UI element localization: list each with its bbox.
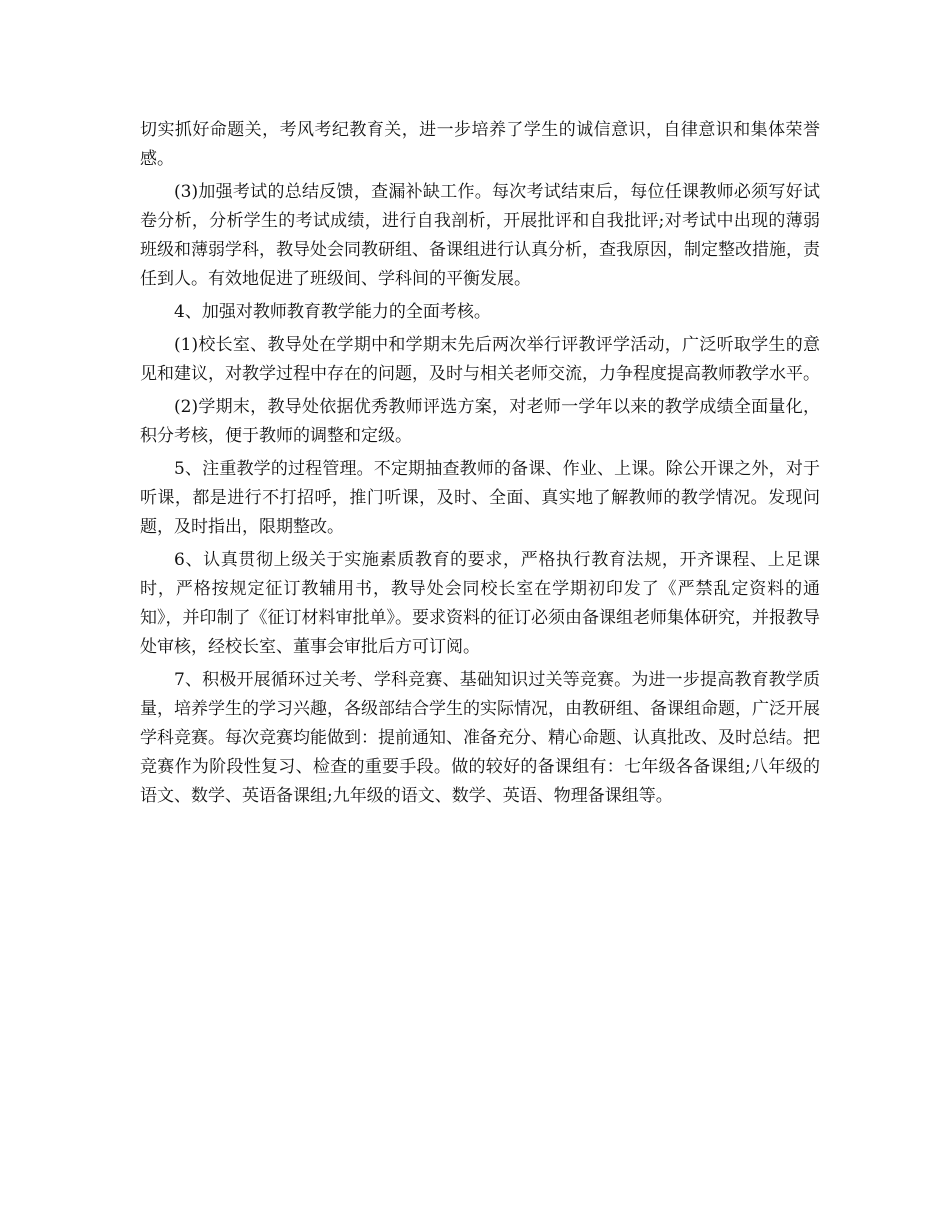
paragraph-6: 5、注重教学的过程管理。不定期抽查教师的备课、作业、上课。除公开课之外，对于听课，都是进行不打招呼，推门听课，及时、全面、真实地了解教师的教学情况。发现问题，及时指出，限期整改。 [140, 459, 820, 537]
paragraph-3: 4、加强对教师教育教学能力的全面考核。 [174, 302, 491, 322]
document-body [140, 116, 820, 815]
paragraph-1: 切实抓好命题关，考风考纪教育关，进一步培养了学生的诚信意识，自律意识和集体荣誉感。 [140, 120, 820, 169]
paragraph-4: (1)校长室、教导处在学期中和学期末先后两次举行评教评学活动，广泛听取学生的意见和建议，对教学过程中存在的问题，及时与相关老师交流，力争程度提高教师教学水平。 [140, 335, 820, 384]
paragraph-8: 7、积极开展循环过关考、学科竞赛、基础知识过关等竞赛。为进一步提高教育教学质量，培养学生的学习兴趣，各级部结合学生的实际情况，由教研组、备课组命题，广泛开展学科竞赛。每次竞赛均能做到：提前通知、准备充分、精心命题、认真批改、及时总结。把竞赛作为阶段性复习、检查的重要手段。做的较好的备课组有：七年级各备课组;八年级的语文、数学、英语备课组;九年级的语文、数学、英语、物理备课组等。 [140, 670, 820, 806]
paragraph-7: 6、认真贯彻上级关于实施素质教育的要求，严格执行教育法规，开齐课程、上足课时，严格按规定征订教辅用书，教导处会同校长室在学期初印发了《严禁乱定资料的通知》，并印制了《征订材料审批单》。要求资料的征订必须由备课组老师集体研究，并报教导处审核，经校长室、董事会审批后方可订阅。 [140, 550, 820, 657]
paragraph-2: (3)加强考试的总结反馈，查漏补缺工作。每次考试结束后，每位任课教师必须写好试卷分析，分析学生的考试成绩，进行自我剖析，开展批评和自我批评;对考试中出现的薄弱班级和薄弱学科，教导处会同教研组、备课组进行认真分析，查我原因，制定整改措施，责任到人。有效地促进了班级间、学科间的平衡发展。 [140, 182, 820, 289]
paragraph-5: (2)学期末，教导处依据优秀教师评选方案，对老师一学年以来的教学成绩全面量化，积分考核，便于教师的调整和定级。 [140, 397, 820, 446]
